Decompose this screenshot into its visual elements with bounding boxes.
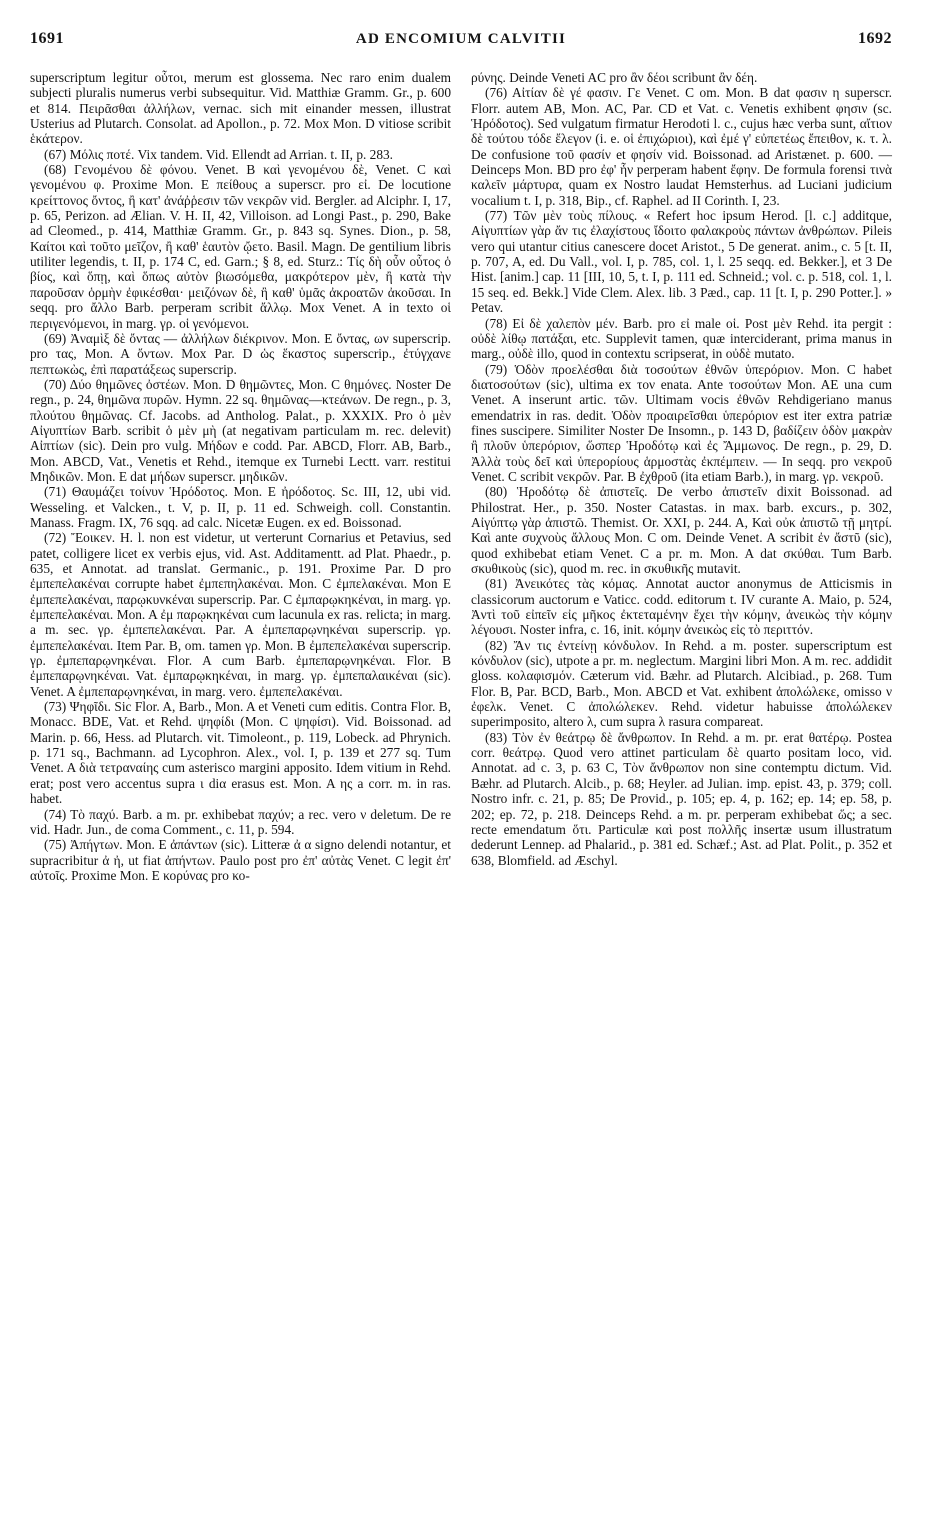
note-paragraph: ρύνης. Deinde Veneti AC pro ἂν δέοι scribunt ἂν δέη.	[471, 70, 758, 85]
note-paragraph: (77) Τῶν μὲν τοὺς πίλους. « Refert hoc ipsum Herod. [l. c.] additque, Αἰγυπτίων γὰρ ἄν τις ἐλαχίστους ἴδοιτο φαλακροὺς πάντων ἀνθρώπων. Pileis vero qui utantur citius canescere docet Aristot., 5 De generat. anim., c. 5 [t. II, p. 707, A, ed. Du Vall., vol. I, p. 785, col. 1, l. 25 seqq. ed. Bekker.], et 3 De Hist. [anim.] cap. 11 [III, 10, 5, t. I, p. 111 ed. Schneid.; vol. c. p. 518, col. 1, l. 15 seq. ed. Bekk.] Vide Clem. Alex. lib. 3 Pæd., cap. 11 [t. I, p. 290 Potter.]. » Petav.	[471, 208, 892, 316]
note-paragraph: (70) Δύο θημῶνες ὀστέων. Mon. D θημῶντες, Mon. C θημόνες. Noster De regn., p. 24, θημῶνα πυρῶν. Hymn. 22 sq. θημῶνας—κτεάνων. De regn., p. 3, πλούτου θημῶνας. Cf. Jacobs. ad Antholog. Palat., p. XXXIX. Pro ὁ μὲν Αἰγυπτίων Barb. scribit ὁ μὲν μὴ (at negativam particulam m. rec. delevit) Αἰπτίων (sic). Dein pro vulg. Μήδων e codd. Par. ABCD, Florr. AB, Barb., Mon. ABCD, Vat., Venetis et Rehd., itemque ex Turnebi Lectt. varr. restitui Μηδικῶν. Mon. E dat μήδων superscr. μηδικῶν.	[30, 376, 451, 484]
note-paragraph: (74) Τὸ παχύ. Barb. a m. pr. exhibebat παχύν; a rec. vero ν deletum. De re vid. Hadr. Jun., de coma Comment., c. 11, p. 594.	[30, 806, 451, 837]
note-paragraph: (81) Ἀνεικότες τὰς κόμας. Annotat auctor anonymus de Atticismis in classicorum auctorum e Vaticc. codd. editorum t. IV curante A. Maio, p. 524, Ἀντὶ τοῦ εἰπεῖν εἰς μῆκος ἐκτεταμένην ἔχει τὴν κόμην, ἀνεικὼς τὴν κόμην λέγουσι. Noster infra, c. 16, init. κόμην ἀνεικὼς εἰς τὸ περιττόν.	[471, 576, 892, 638]
note-paragraph: (82) Ἄν τις ἐντείνῃ κόνδυλον. In Rehd. a m. poster. superscriptum est κόνδυλον (sic), utpote a pr. m. neglectum. Margini libri Mon. A m. rec. addidit gloss. κολαφισμόν. Cæterum vid. Bæhr. ad Plutarch. Alcibiad., p. 268. Tum Flor. B, Par. BCD, Barb., Mon. ABCD et Vat. exhibent ἀπολώλεκε, omisso ν ἐφελκ. Venet. C ἀπολώλεκεν. Rehd. videtur habuisse ἀπολώλεκεν superimposito, altero λ, cum supra λ rasura compareat.	[471, 637, 892, 730]
note-paragraph: (76) Αἰτίαν δὲ γέ φασιν. Γε Venet. C om. Mon. B dat φασιν η superscr. Florr. autem AB, Mon. AC, Par. CD et Vat. c. Venetis exhibent φησιν (sc. Ἡρόδοτος). Sed vulgatum firmatur Herodoti l. c., cujus hæc verba sunt, αἴτιον δὲ τούτου τόδε ἔλεγον (i. e. οἱ ἐπιχώριοι), καὶ ἐμέ γ' εὐπετέως ἔπειθον, κ. τ. λ. De confusione τοῦ φασίν et φησίν vid. Boissonad. ad Aristænet. p. 600. — Deinceps Mon. BD pro ἐφ' ἧν perperam habent ἔφην. De formula forensi τινὰ καλεῖν μάρτυρα, quam ex Nostro laudat Hemsterhus. ad Luciani judicium vocalium t. I, p. 318, Bip., cf. Raphel. ad II Corinth. I, 23.	[471, 85, 892, 208]
note-paragraph: (72) Ἔοικεν. H. l. non est videtur, ut verterunt Cornarius et Petavius, sed patet, colligere licet ex verbis ejus, vid. Ast. Additamentt. ad Plat. Phaedr., p. 635, et Annotat. ad translat. Germanic., p. 191. Proxime Par. D pro ἐμπεπελακέναι corrupte habet ἐμπεπηλακέναι. Mon. C ἐμπελακέναι. Mon E ἐμπεπελακέναι, παρῳκυνκέναι superscrip. Par. C ἐμπαρῳκηκέναι, in marg. γρ. ἐμπεπελακέναι. Mon. A ἐμ παρῳκηκέναι cum lacunula ex ras. relicta; in marg. a m. sec. γρ. ἐμπεπελακέναι. Par. A ἐμπεπαρῳνηκέναι superscrip. γρ. ἐμπεπελακέναι. Item Par. B, om. tamen γρ. Mon. B ἐμπεπελακέναι superscrip. γρ. ἐμπεπαρῳνηκέναι. Flor. A cum Barb. ἐμπεπαρῳνηκέναι. Flor. B ἐμπεπαρῳνηκέναι. Vat. ἐμπαρῳκηκέναι, in marg. γρ. ἐμπεπαλαικέναι (sic). Venet. A ἐμπεπαρῳνηκέναι, in marg. vero. ἐμπεπελακέναι.	[30, 530, 451, 699]
two-column-body	[30, 70, 892, 883]
page-number-right: 1692	[857, 30, 892, 47]
note-paragraph: (71) Θαυμάζει τοίνυν Ἡρόδοτος. Mon. E ἠρόδοτος. Sc. III, 12, ubi vid. Wesseling. et Valcken., t. V, p. II, p. 11 ed. Schweigh. coll. Constantin. Manass. Fragm. IX, 76 sqq. ad calc. Nicetæ Eugen. ex ed. Boissonad.	[30, 484, 451, 530]
note-paragraph: superscriptum legitur οὗτοι, merum est glossema. Nec raro enim dualem subjecti pluralis numerus verbi subsequitur. Vid. Matthiæ Gramm. Gr., p. 600 et 814. Πειρᾶσθαι ἀλλήλων, vernac. sich mit einander messen, illustrat Usterius ad Plutarch. Consolat. ad Apollon., p. 72. Mox Mon. D vitiose scribit ἑκάτερον.	[30, 70, 451, 147]
note-paragraph: (79) Ὁδὸν προελέσθαι διὰ τοσούτων ἐθνῶν ὑπερόριον. Mon. C habet διατοσούτων (sic), ultima ex τον enata. Ante τοσούτων Mon. AE una cum Venet. A inserunt artic. τῶν. Ultimam vocis ἐθνῶν Rehdigeriano manus emendatrix in ras. dedit. Ὁδὸν προαιρεῖσθαι ὑπερόριον est iter extra patriæ fines suscipere. Similiter Noster De Insomn., p. 143 D, βαδίζειν ὁδὸν μακρὰν ἢ πλοῦν ὑπερόριον, ὥσπερ Ἡροδότῳ καὶ ἐς Ἄμμωνος. De regn., p. 29, D. Ἀλλὰ τοὺς δεῖ καὶ ὑπερορίους ἁρμοστὰς ἐκπέμπειν. — In seqq. pro νεκροῦ Venet. C scribit νεκρῶν. Par. B ἐχθροῦ (ita etiam Barb.), in marg. γρ. νεκροῦ.	[471, 361, 892, 484]
note-paragraph: (68) Γενομένου δὲ φόνου. Venet. B καὶ γενομένου δὲ, Venet. C καὶ γενομένου φ. Proxime Mon. E πείθους a superscr. pro εἰ. De locutione κρείττονος ὄντος, ἢ κατ' ἀνάῤῥεσιν τῶν νεκρῶν vid. Bergler. ad Alciphr. I, 17, p. 65, Perizon. ad Ælian. V. H. II, 42, Villoison. ad Longi Past., p. 290, Bake ad Cleomed., p. 414, Matthiæ Gramm. Gr., p. 843 sq. Synes. Dion., p. 58, Καίτοι καὶ τοῦτο μεῖζον, ἢ καθ' ἑαυτὸν ᾤετο. Basil. Magn. De gentilium libris utiliter legendis, t. II, p. 174 C, ed. Garn.; § 8, ed. Sturz.: Τίς δὴ οὖν οὗτος ὁ βίος, καὶ ὅπῃ, καὶ ὅπως αὐτὸν βιωσόμεθα, μακρότερον μὲν, ἢ κατὰ τὴν παροῦσαν ὁρμὴν ἐφικέσθαι· μειζόνων δὲ, ἢ καθ' ὑμᾶς ἀκροατῶν ἀκοῦσαι. In seqq. pro ἄλλο Barb. perperam scribit ἄλλῳ. Mox Venet. A in texto οἱ περιγενόμενοι, in marg. γρ. οἱ γενόμενοι.	[30, 162, 451, 331]
left-column	[30, 70, 451, 883]
note-paragraph: (83) Τὸν ἐν θεάτρῳ δὲ ἄνθρωπον. In Rehd. a m. pr. erat θατέρῳ. Postea corr. θεάτρῳ. Quod vero attinet particulam δὲ quarto positam loco, vid. Annotat. ad c. 3, p. 63 C, Τὸν ἄνθρωπον non sine contemptu dictum. Vid. Bæhr. ad Plutarch. Alcib., p. 68; Heyler. ad Julian. imp. epist. 43, p. 379; coll. Nostro infr. c. 21, p. 85; De Provid., p. 105; ep. 4, p. 162; ep. 14; ep. 58, p. 202; ep. 72, p. 218. Deinceps Rehd. a m. pr. perperam exhibebat ὥς; a sec. recte emendatum ὅτι. Particulæ καὶ post πολλῆς insertæ usum illustratum dederunt Lennep. ad Phalarid., p. 381 ed. Schæf.; Ast. ad Plat. Polit., p. 352 et 638, Blomfield. ad Æschyl.	[471, 729, 892, 868]
note-paragraph: (75) Ἀπήγτων. Mon. E ἀπάντων (sic). Litteræ ἀ α signo delendi notantur, et supracribitur ἀ ἠ, ut fiat ἀπήντων. Paulo post pro ἐπ' αὐτὰς Venet. C legit ἐπ' αὐτοῖς. Proxime Mon. E κορύνας pro κο-	[30, 837, 451, 883]
note-paragraph: (73) Ψηφῖδι. Sic Flor. A, Barb., Mon. A et Veneti cum editis. Contra Flor. B, Monacc. BDE, Vat. et Rehd. ψηφίδι (Mon. C ψηφίσι). Vid. Boissonad. ad Marin. p. 66, Hess. ad Plutarch. vit. Timoleont., p. 119, Lobeck. ad Phrynich. p. 171 sq., Bachmann. ad Lycophron. Alex., vol. I, p. 139 et 277 sq. Tum Venet. A διὰ τετραναίης cum asterisco margini apposito. Idem vitium in Rehd. erat; post vero accentus supra ι diα erasus est. Mon. A ης a corr. m. in ras. habet.	[30, 699, 451, 807]
right-column	[471, 70, 892, 883]
page-header	[30, 30, 892, 58]
running-title: AD ENCOMIUM CALVITII	[355, 31, 567, 47]
note-paragraph: (69) Ἀναμὶξ δὲ ὄντας — ἀλλήλων διέκρινον. Mon. E ὄντας, ων superscrip. pro τας, Mon. A ὄντων. Mox Par. D ὡς ἕκαστος superscrip., ἐτύγχανε πεπτωκὼς, ἐπὶ παρατάξεως superscrip.	[30, 330, 451, 377]
note-paragraph: (80) Ἡροδότῳ δὲ ἀπιστεῖς. De verbo ἀπιστεῖν dixit Boissonad. ad Philostrat. Her., p. 350. Noster Catastas. in max. barb. excurs., p. 302, Αἰγύπτῳ γὰρ ἀπιστῶ. Themist. Or. XXI, p. 244. A, Καὶ οὐκ ἀπιστῶ τῇ μητρί. Καὶ ante συχνοὺς ἄλλους Mon. C om. Deinde Venet. A scribit ἐν ἄστῦ (sic), quod exhibebat etiam Venet. C a pr. m. Mon. A dat σκύθαι. Tum Barb. σκυθικοὺς (sic), quod m. rec. in σκυθικῆς mutavit.	[471, 484, 892, 576]
note-paragraph: (67) Μόλις ποτέ. Vix tandem. Vid. Ellendt ad Arrian. t. II, p. 283.	[44, 146, 394, 162]
note-paragraph: (78) Εἰ δὲ χαλεπὸν μέν. Barb. pro εἰ male οἱ. Post μὲν Rehd. ita pergit : οὐδὲ λίθῳ πατάξαι, etc. Supplevit tamen, quæ interciderant, prima manus in marg., οὐδὲ illo, quod in contextu scripserat, in οὐδὲ mutato.	[471, 315, 892, 362]
page-number-left: 1691	[30, 30, 64, 47]
